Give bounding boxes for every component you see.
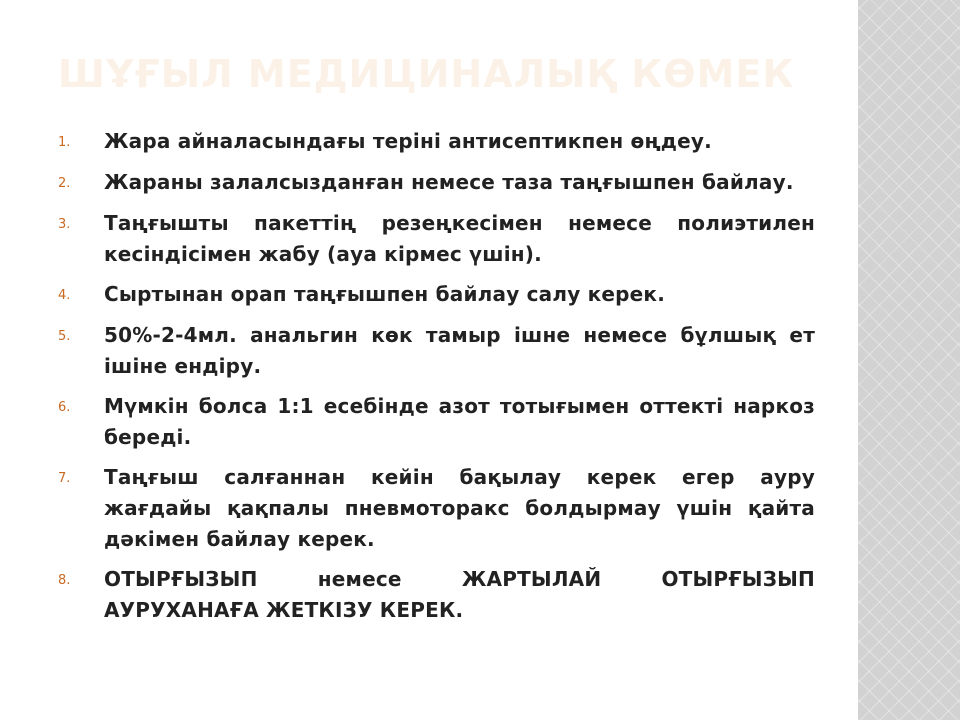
list-number: 7. <box>58 471 71 486</box>
list-text: Жара айналасындағы теріні антисептикпен өңдеу. <box>104 129 712 153</box>
list-number: 6. <box>58 400 71 415</box>
slide-title: ШҰҒЫЛ МЕДИЦИНАЛЫҚ КӨМЕК <box>58 52 795 96</box>
list-text: Мүмкін болса 1:1 есебінде азот тотығымен оттекті наркоз береді. <box>104 394 815 449</box>
list-text: ОТЫРҒЫЗЫП немесе ЖАРТЫЛАЙ ОТЫРҒЫЗЫП АУРУХАНАҒА ЖЕТКІЗУ КЕРЕК. <box>104 567 815 622</box>
list-number: 8. <box>58 573 71 588</box>
list-item <box>58 462 815 555</box>
list-number: 3. <box>58 217 71 232</box>
list-item <box>58 208 815 270</box>
list-item <box>58 167 815 199</box>
list-text: 50%-2-4мл. анальгин көк тамыр ішне немесе бұлшық ет ішіне ендіру. <box>104 323 815 378</box>
decorative-side-strip <box>858 0 960 720</box>
list-number: 5. <box>58 329 71 344</box>
list-item <box>58 564 815 626</box>
numbered-list <box>58 126 815 635</box>
list-item <box>58 279 815 311</box>
list-number: 1. <box>58 135 71 150</box>
list-text: Сыртынан орап таңғышпен байлау салу керек. <box>104 282 665 306</box>
list-text: Таңғышты пакеттің резеңкесімен немесе полиэтилен кесіндісімен жабу (ауа кірмес үшін). <box>104 211 815 266</box>
list-number: 2. <box>58 176 71 191</box>
list-text: Жараны залалсызданған немесе таза таңғышпен байлау. <box>104 170 794 194</box>
list-item <box>58 320 815 382</box>
list-item <box>58 126 815 158</box>
list-item <box>58 391 815 453</box>
list-number: 4. <box>58 288 71 303</box>
list-text: Таңғыш салғаннан кейін бақылау керек егер ауру жағдайы қақпалы пневмоторакс болдырмау үшін қайта дәкімен байлау керек. <box>104 465 815 551</box>
